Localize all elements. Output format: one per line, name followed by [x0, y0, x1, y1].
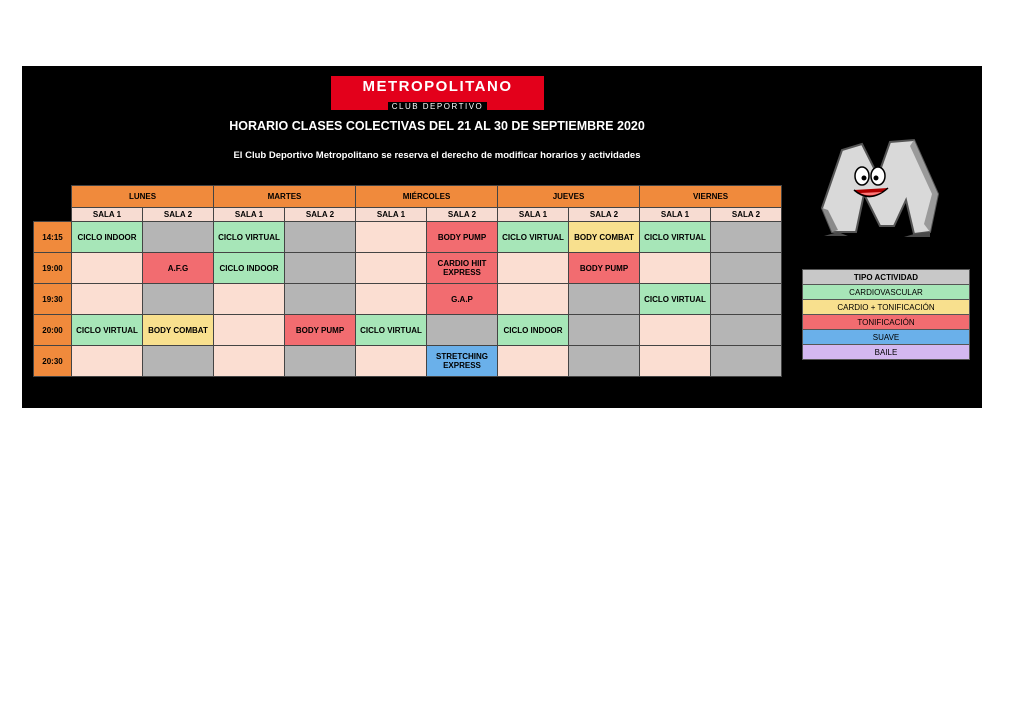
room-header: SALA 2 [427, 208, 498, 222]
room-header: SALA 2 [285, 208, 356, 222]
schedule-row [34, 253, 782, 284]
empty-cell [285, 284, 356, 315]
schedule-row [34, 284, 782, 315]
empty-cell [498, 346, 569, 377]
time-slot: 20:30 [34, 346, 72, 377]
empty-cell [569, 284, 640, 315]
time-slot: 19:00 [34, 253, 72, 284]
day-header: MARTES [214, 186, 356, 208]
day-header: VIERNES [640, 186, 782, 208]
empty-cell [569, 346, 640, 377]
class-cell: BODY COMBAT [143, 315, 214, 346]
empty-cell [143, 346, 214, 377]
page-title: HORARIO CLASES COLECTIVAS DEL 21 AL 30 DE SEPTIEMBRE 2020 [229, 119, 645, 133]
empty-cell [143, 222, 214, 253]
time-slot: 19:30 [34, 284, 72, 315]
class-cell: CICLO INDOOR [498, 315, 569, 346]
class-cell: CICLO VIRTUAL [356, 315, 427, 346]
empty-cell [640, 315, 711, 346]
logo-brand: METROPOLITANO [362, 78, 513, 95]
empty-cell [356, 222, 427, 253]
empty-cell [214, 346, 285, 377]
schedule-row [34, 315, 782, 346]
class-cell: CICLO VIRTUAL [72, 315, 143, 346]
empty-cell [711, 284, 782, 315]
schedule-table [33, 185, 782, 377]
class-cell: BODY PUMP [569, 253, 640, 284]
legend-item: SUAVE [803, 330, 970, 345]
empty-cell [72, 346, 143, 377]
legend-item: CARDIO + TONIFICACIÓN [803, 300, 970, 315]
legend-item: CARDIOVASCULAR [803, 285, 970, 300]
class-cell: BODY COMBAT [569, 222, 640, 253]
empty-cell [72, 253, 143, 284]
empty-cell [711, 346, 782, 377]
empty-cell [143, 284, 214, 315]
empty-cell [356, 253, 427, 284]
schedule-row [34, 346, 782, 377]
empty-cell [640, 253, 711, 284]
class-cell: STRETCHING EXPRESS [427, 346, 498, 377]
day-header: LUNES [72, 186, 214, 208]
class-cell: A.F.G [143, 253, 214, 284]
time-slot: 20:00 [34, 315, 72, 346]
schedule-row [34, 222, 782, 253]
activity-type-legend [802, 269, 970, 360]
class-cell: CICLO INDOOR [214, 253, 285, 284]
empty-cell [498, 253, 569, 284]
room-header: SALA 1 [640, 208, 711, 222]
page-subtitle: El Club Deportivo Metropolitano se reserva el derecho de modificar horarios y actividades [233, 150, 641, 161]
class-cell: BODY PUMP [285, 315, 356, 346]
day-header: MIÉRCOLES [356, 186, 498, 208]
empty-cell [214, 315, 285, 346]
class-cell: CICLO VIRTUAL [640, 284, 711, 315]
room-header: SALA 1 [498, 208, 569, 222]
empty-cell [640, 346, 711, 377]
room-header: SALA 2 [569, 208, 640, 222]
empty-cell [285, 346, 356, 377]
class-cell: CICLO VIRTUAL [640, 222, 711, 253]
room-header: SALA 1 [214, 208, 285, 222]
legend-title: TIPO ACTIVIDAD [803, 270, 970, 285]
empty-cell [711, 222, 782, 253]
empty-cell [498, 284, 569, 315]
corner-blank [34, 208, 72, 222]
empty-cell [356, 346, 427, 377]
room-header: SALA 2 [711, 208, 782, 222]
day-header: JUEVES [498, 186, 640, 208]
logo-tagline: CLUB DEPORTIVO [388, 102, 488, 112]
class-cell: CICLO INDOOR [72, 222, 143, 253]
empty-cell [711, 253, 782, 284]
room-header: SALA 2 [143, 208, 214, 222]
room-header: SALA 1 [72, 208, 143, 222]
empty-cell [356, 284, 427, 315]
empty-cell [711, 315, 782, 346]
room-header: SALA 1 [356, 208, 427, 222]
legend-item: BAILE [803, 345, 970, 360]
class-cell: BODY PUMP [427, 222, 498, 253]
empty-cell [285, 253, 356, 284]
class-cell: CICLO VIRTUAL [214, 222, 285, 253]
corner-blank [34, 186, 72, 208]
time-slot: 14:15 [34, 222, 72, 253]
legend-item: TONIFICACIÓN [803, 315, 970, 330]
letter-m-mascot-icon [818, 136, 944, 238]
class-cell: CICLO VIRTUAL [498, 222, 569, 253]
club-logo [331, 76, 544, 110]
class-cell: G.A.P [427, 284, 498, 315]
empty-cell [72, 284, 143, 315]
empty-cell [427, 315, 498, 346]
empty-cell [214, 284, 285, 315]
empty-cell [285, 222, 356, 253]
empty-cell [569, 315, 640, 346]
class-cell: CARDIO HIIT EXPRESS [427, 253, 498, 284]
